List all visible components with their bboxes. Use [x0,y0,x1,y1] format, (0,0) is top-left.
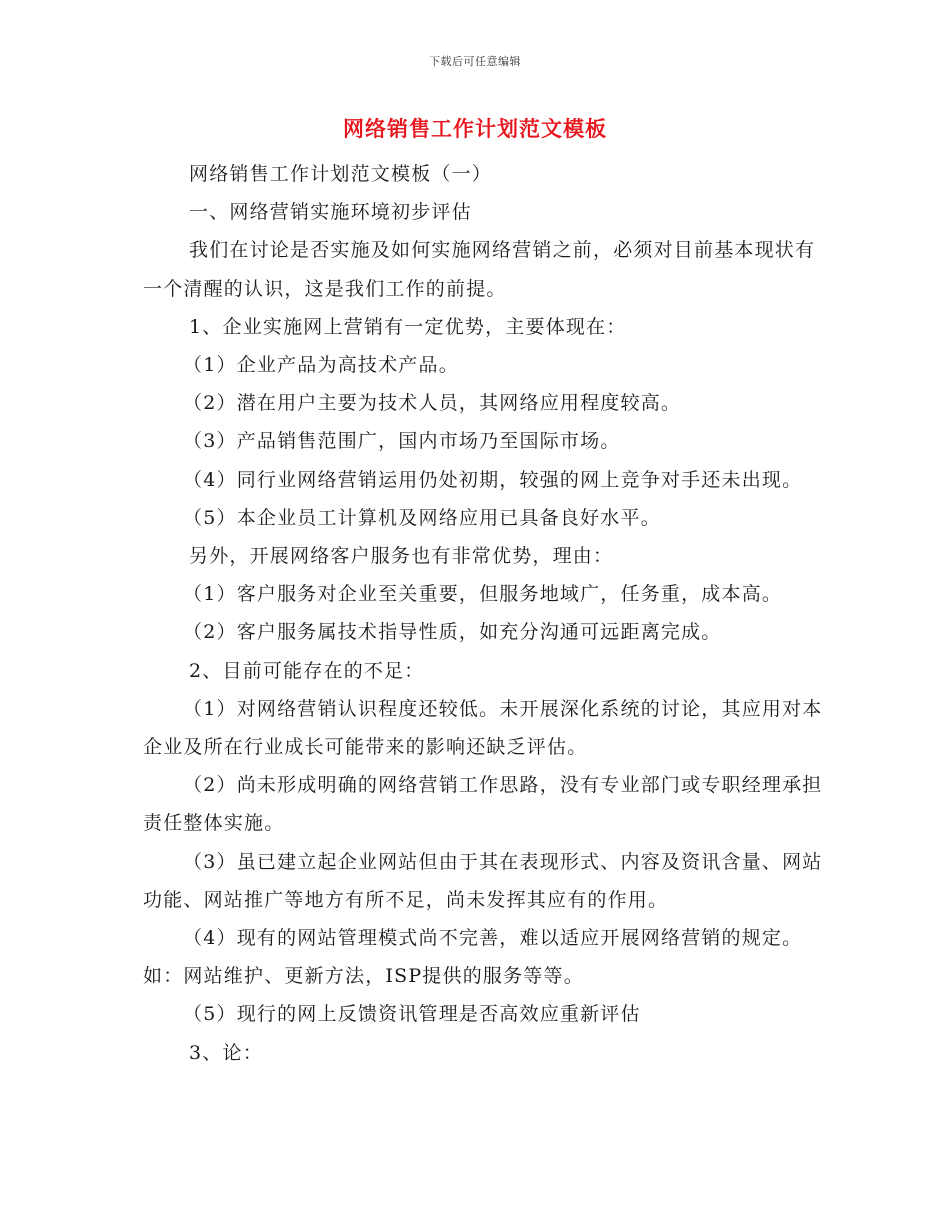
list-item: （2）尚未形成明确的网络营销工作思路，没有专业部门或专职经理承担责任整体实施。 [143,774,823,835]
paragraph-subtitle: 网络销售工作计划范文模板（一） [189,163,493,185]
list-item: （1）客户服务对企业至关重要，但服务地域广，任务重，成本高。 [183,583,783,606]
list-item: （4）同行业网络营销运用仍处初期，较强的网上竞争对手还未出现。 [183,468,803,491]
document-title: 网络销售工作计划范文模板 [343,116,607,141]
paragraph-list-heading: 1、企业实施网上营销有一定优势，主要体现在： [189,315,627,338]
list-item: （4）现有的网站管理模式尚不完善，难以适应开展网络营销的规定。如：网站维护、更新方法，ISP提供的服务等等。 [143,927,803,988]
page-header: 下载后可任意编辑 [429,55,521,68]
list-item: （3）产品销售范围广，国内市场乃至国际市场。 [183,430,621,453]
list-item: （2）客户服务属技术指导性质，如充分沟通可远距离完成。 [183,621,722,644]
document-body [143,155,823,1072]
list-item: （2）潜在用户主要为技术人员，其网络应用程度较高。 [183,392,682,415]
list-item: （1）对网络营销认识程度还较低。未开展深化系统的讨论，其应用对本企业及所在行业成长可能带来的影响还缺乏评估。 [143,697,823,759]
paragraph-list-heading: 2、目前可能存在的不足： [189,659,425,682]
list-item: （5）现行的网上反馈资讯管理是否高效应重新评估 [183,1003,641,1026]
paragraph-section-heading: 一、网络营销实施环境初步评估 [189,201,472,224]
paragraph: 另外，开展网络客户服务也有非常优势，理由： [189,545,614,568]
list-item: （1）企业产品为高技术产品。 [183,354,459,377]
paragraph-list-heading: 3、论： [189,1041,263,1064]
list-item: （5）本企业员工计算机及网络应用已具备良好水平。 [183,506,661,529]
paragraph: 我们在讨论是否实施及如何实施网络营销之前，必须对目前基本现状有一个清醒的认识，这是我们工作的前提。 [143,239,816,300]
list-item: （3）虽已建立起企业网站但由于其在表现形式、内容及资讯含量、网站功能、网站推广等地方有所不足，尚未发挥其应有的作用。 [143,850,823,911]
